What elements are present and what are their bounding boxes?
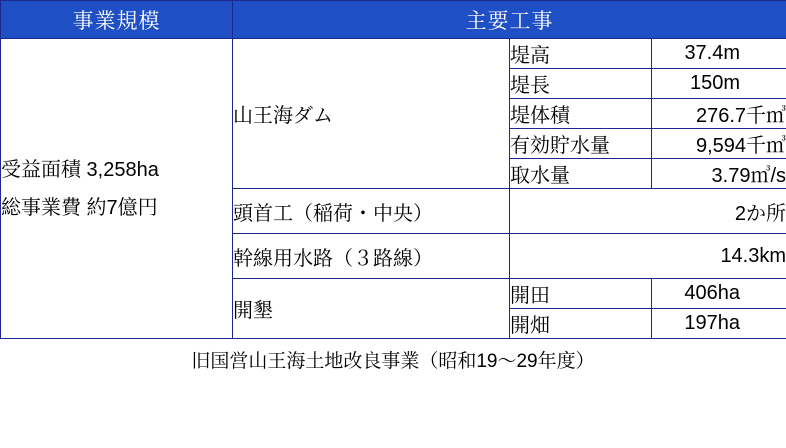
table-header-row — [1, 1, 786, 39]
table-caption: 旧国営山王海土地改良事業（昭和19〜29年度） — [191, 351, 595, 372]
reclamation-item-value-0: 406ha — [652, 279, 786, 309]
dam-item-label-0: 堤高 — [510, 39, 652, 69]
reclamation-item-label-1: 開畑 — [510, 309, 652, 339]
reclamation-item-value-1: 197ha — [652, 309, 786, 339]
work-name-reclamation: 開墾 — [233, 279, 510, 339]
dam-item-value-2: 276.7千㎥ — [652, 99, 786, 129]
table-row — [1, 39, 786, 69]
work-name-headworks: 頭首工（稲荷・中央） — [233, 189, 510, 234]
header-scale: 事業規模 — [1, 1, 233, 39]
dam-item-value-1: 150m — [652, 69, 786, 99]
scale-line-2: 総事業費 約7億円 — [1, 196, 158, 219]
reclamation-item-label-0: 開田 — [510, 279, 652, 309]
dam-item-label-4: 取水量 — [510, 159, 652, 189]
scale-line-1: 受益面積 3,258ha — [1, 158, 159, 181]
dam-item-value-4: 3.79㎥/s — [652, 159, 786, 189]
work-value-headworks: 2か所 — [510, 189, 786, 234]
dam-item-label-1: 堤長 — [510, 69, 652, 99]
dam-item-value-3: 9,594千㎥ — [652, 129, 786, 159]
work-name-canal: 幹線用水路（３路線） — [233, 234, 510, 279]
dam-item-label-3: 有効貯水量 — [510, 129, 652, 159]
dam-item-label-2: 堤体積 — [510, 99, 652, 129]
work-value-canal: 14.3km — [510, 234, 786, 279]
work-name-dam: 山王海ダム — [233, 39, 510, 189]
header-works: 主要工事 — [233, 1, 786, 39]
dam-item-value-0: 37.4m — [652, 39, 786, 69]
scale-cell — [1, 39, 233, 339]
